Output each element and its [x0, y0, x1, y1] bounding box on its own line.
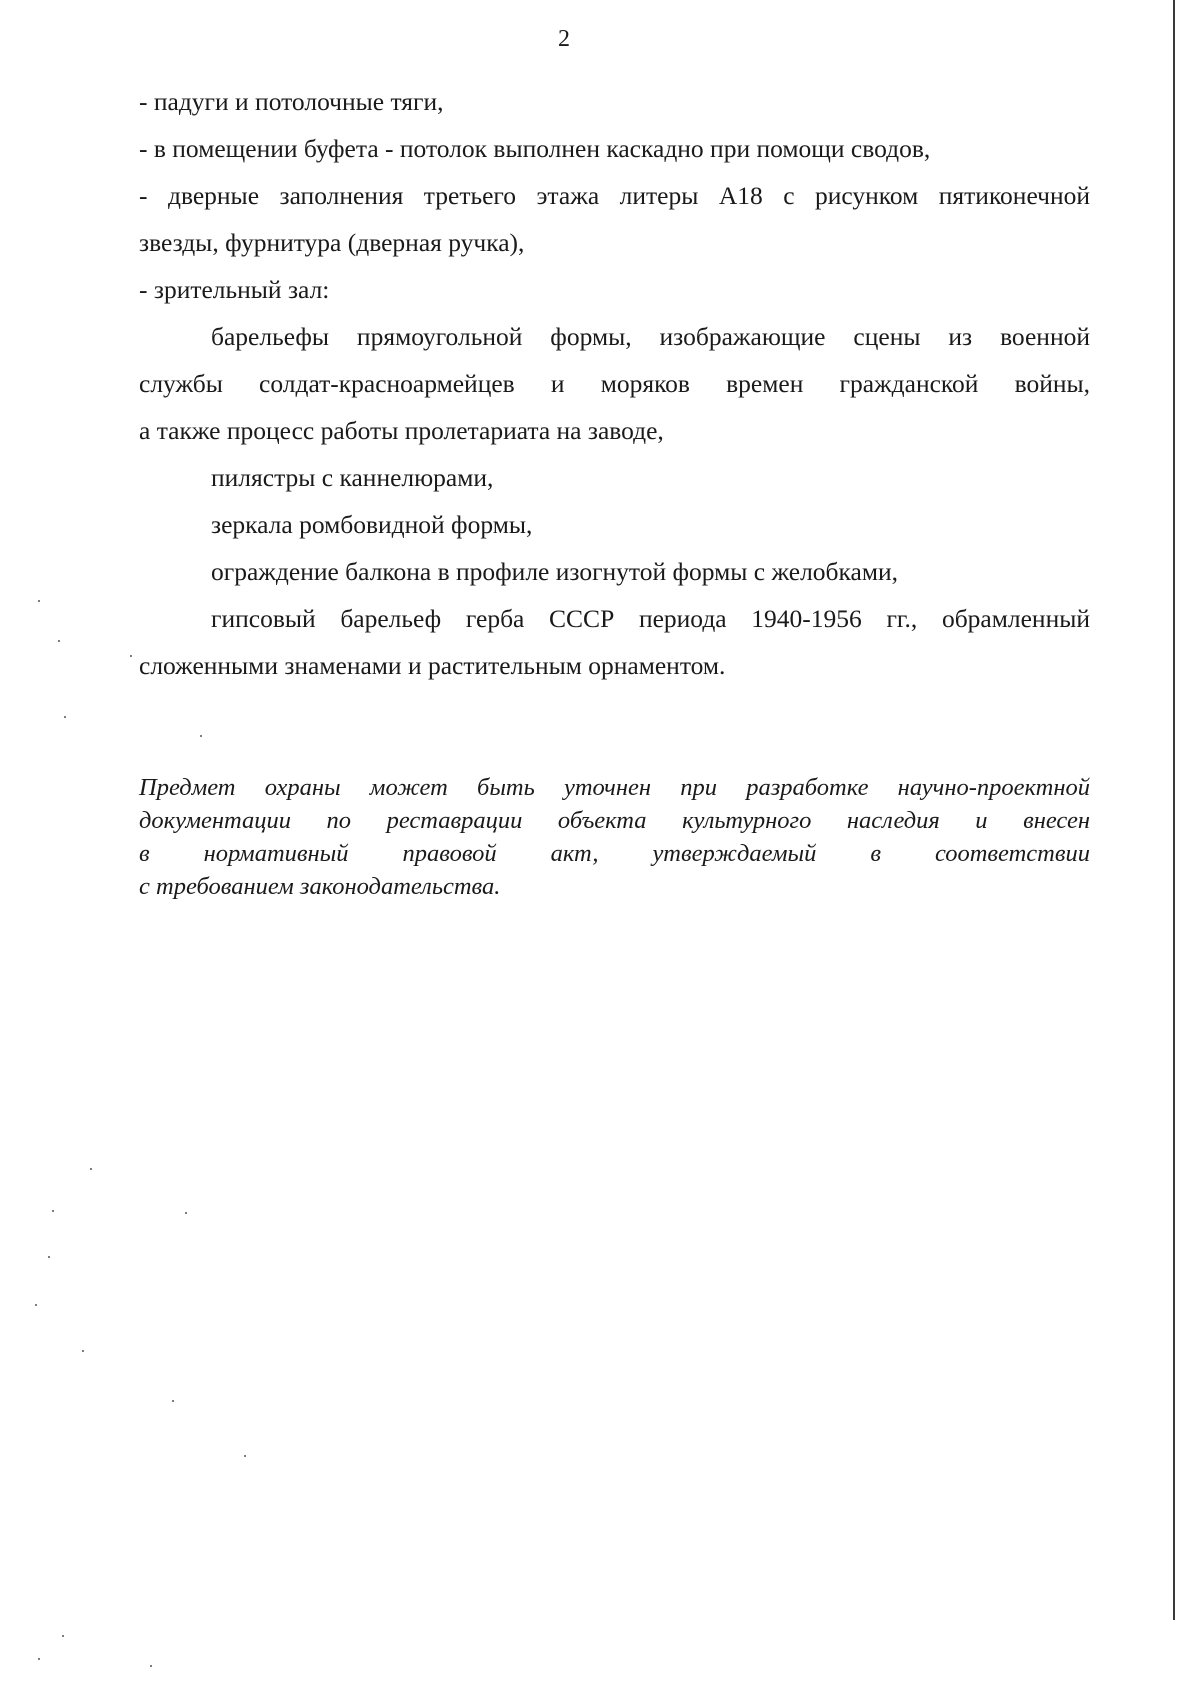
list-item-buffet: - в помещении буфета - потолок выполнен каскадно при помощи сводов,: [139, 134, 931, 163]
scan-speck: [52, 1210, 54, 1212]
scan-speck: [172, 1400, 174, 1402]
list-item-doors-line1: - дверные заполнения третьего этажа литеры А18 с рисунком пятиконечной: [139, 181, 1090, 210]
page-number: 2: [558, 26, 570, 52]
list-item-doors-line2: звезды, фурнитура (дверная ручка),: [139, 228, 525, 257]
scan-speck: [64, 716, 66, 718]
auditorium-balcony: ограждение балкона в профиле изогнутой формы с желобками,: [211, 557, 899, 586]
note-line-4: с требованием законодательства.: [139, 873, 501, 900]
scan-speck: [38, 600, 40, 602]
scan-speck: [38, 1658, 40, 1660]
protection-items-list: [139, 78, 1090, 689]
note-line-1: Предмет охраны может быть уточнен при разработке научно-проектной: [139, 774, 1090, 801]
list-item-auditorium: - зрительный зал:: [139, 275, 330, 304]
auditorium-coat-of-arms-line1: гипсовый барельеф герба СССР периода 1940-1956 гг., обрамленный: [211, 604, 1090, 633]
note-line-2: документации по реставрации объекта культурного наследия и внесен: [139, 807, 1090, 834]
scan-speck: [200, 735, 202, 737]
scan-edge-line: [1173, 0, 1175, 1620]
scan-speck: [35, 1304, 37, 1306]
auditorium-bas-reliefs-line1: барельефы прямоугольной формы, изображающие сцены из военной: [211, 322, 1090, 351]
scan-speck: [90, 1168, 92, 1170]
scan-speck: [185, 1212, 187, 1214]
protection-note: [139, 771, 1090, 903]
auditorium-bas-reliefs-line2: службы солдат-красноармейцев и моряков времен гражданской войны,: [139, 369, 1090, 398]
scan-speck: [48, 1256, 50, 1258]
note-line-3: в нормативный правовой акт, утверждаемый в соответствии: [139, 840, 1090, 867]
scan-speck: [82, 1350, 84, 1352]
scan-speck: [58, 640, 60, 642]
scan-speck: [130, 655, 132, 657]
auditorium-bas-reliefs-line3: а также процесс работы пролетариата на заводе,: [139, 416, 664, 445]
auditorium-pilasters: пилястры с каннелюрами,: [211, 463, 494, 492]
scan-speck: [62, 1635, 64, 1637]
auditorium-mirrors: зеркала ромбовидной формы,: [211, 510, 533, 539]
scan-speck: [150, 1665, 152, 1667]
list-item-padugi: - падуги и потолочные тяги,: [139, 87, 444, 116]
scan-speck: [244, 1455, 246, 1457]
auditorium-coat-of-arms-line2: сложенными знаменами и растительным орнаментом.: [139, 651, 726, 680]
